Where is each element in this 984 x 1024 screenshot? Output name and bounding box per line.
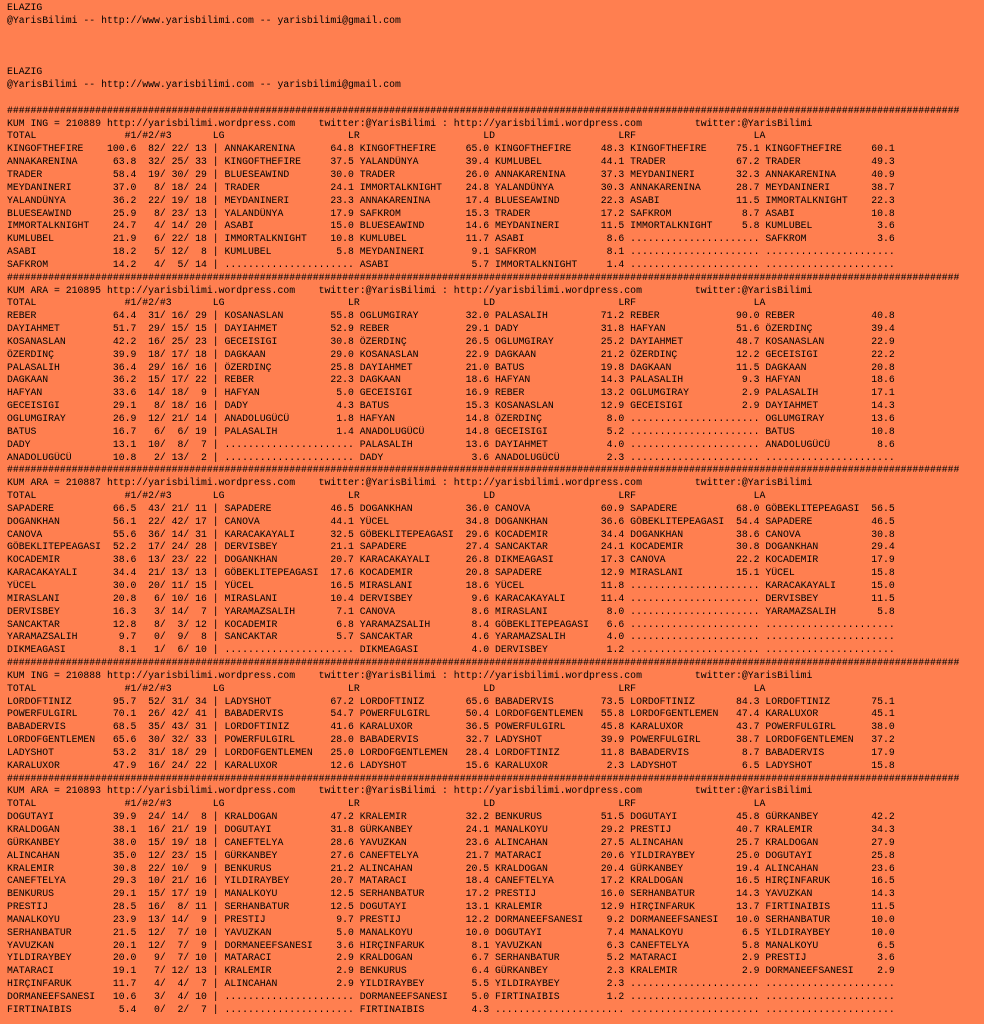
text-line: @YarisBilimi -- http://www.yarisbilimi.com -- yarisbilimi@gmail.com xyxy=(7,79,401,91)
text-line: HAFYAN 33.6 14/ 18/ 9 | HAFYAN 5.0 GECEISIGI 16.9 REBER 13.2 OGLUMGIRAY 2.9 PALASALIH 17.1 xyxy=(7,387,895,399)
text-line: CANOVA 55.6 36/ 14/ 31 | KARACAKAYALI 32.5 GÖBEKLITEPEAGASI 29.6 KOCADEMIR 34.4 DOGANKHAN 38.6 CANOVA 30.8 xyxy=(7,528,895,540)
text-line: KOSANASLAN 42.2 16/ 25/ 23 | GECEISIGI 30.8 ÖZERDINÇ 26.5 OGLUMGIRAY 25.2 DAYIAHMET 48.7 KOSANASLAN 22.9 xyxy=(7,335,895,347)
text-line: POWERFULGIRL 70.1 26/ 42/ 41 | BABADERVIS 54.7 POWERFULGIRL 50.4 LORDOFGENTLEMEN 55.8 LORDOFGENTLEMEN 47.4 KARALUXOR 45.1 xyxy=(7,708,895,720)
text-line: KRALEMIR 30.8 22/ 10/ 9 | BENKURUS 21.2 ALINCAHAN 20.5 KRALDOGAN 20.4 GÜRKANBEY 19.4 ALINCAHAN 23.6 xyxy=(7,862,895,874)
text-line: LORDOFTINIZ 95.7 52/ 31/ 34 | LADYSHOT 67.2 LORDOFTINIZ 65.6 BABADERVIS 73.5 LORDOFTINIZ 84.3 LORDOFTINIZ 75.1 xyxy=(7,695,895,707)
text-line: KUM ARA = 210893 http://yarisbilimi.wordpress.com twitter:@YarisBilimi : http://yarisbilimi.wordpress.com twitter:@YarisBilimi xyxy=(7,785,813,797)
text-line: LORDOFGENTLEMEN 65.6 30/ 32/ 33 | POWERFULGIRL 28.0 BABADERVIS 32.7 LADYSHOT 39.9 POWERFULGIRL 38.7 LORDOFGENTLEMEN 37.2 xyxy=(7,734,895,746)
text-line: TOTAL #1/#2/#3 LG LR LD LRF LA xyxy=(7,490,766,502)
text-line: YÜCEL 30.0 20/ 11/ 15 | YÜCEL 16.5 MIRASLANI 18.6 YÜCEL 11.8 ...................... KARACAKAYALI 15.0 xyxy=(7,579,895,591)
text-line: HIRÇINFARUK 11.7 4/ 4/ 7 | ALINCAHAN 2.9 YILDIRAYBEY 5.5 YILDIRAYBEY 2.3 ...................... ...................... xyxy=(7,978,895,990)
text-line: ÖZERDINÇ 39.9 18/ 17/ 18 | DAGKAAN 29.0 KOSANASLAN 22.9 DAGKAAN 21.2 ÖZERDINÇ 12.2 GECEISIGI 22.2 xyxy=(7,348,895,360)
text-line: GECEISIGI 29.1 8/ 18/ 16 | DADY 4.3 BATUS 15.3 KOSANASLAN 12.9 GECEISIGI 2.9 DAYIAHMET 14.3 xyxy=(7,400,895,412)
text-line: ANNAKARENINA 63.8 32/ 25/ 33 | KINGOFTHEFIRE 37.5 YALANDÜNYA 39.4 KUMLUBEL 44.1 TRADER 67.2 TRADER 49.3 xyxy=(7,156,895,168)
text-line: KUM ARA = 210887 http://yarisbilimi.wordpress.com twitter:@YarisBilimi : http://yarisbilimi.wordpress.com twitter:@YarisBilimi xyxy=(7,477,813,489)
text-line: KUM ING = 210889 http://yarisbilimi.wordpress.com twitter:@YarisBilimi : http://yarisbilimi.wordpress.com twitter:@YarisBilimi xyxy=(7,117,813,129)
text-line: PALASALIH 36.4 29/ 16/ 16 | ÖZERDINÇ 25.8 DAYIAHMET 21.0 BATUS 19.8 DAGKAAN 11.5 DAGKAAN 20.8 xyxy=(7,361,895,373)
text-line: ################################################################################################################################################################## xyxy=(7,772,960,784)
text-line: PRESTIJ 28.5 16/ 8/ 11 | SERHANBATUR 12.5 DOGUTAYI 13.1 KRALEMIR 12.9 HIRÇINFARUK 13.7 FIRTINAIBIS 11.5 xyxy=(7,901,895,913)
text-line: ELAZIG xyxy=(7,66,43,78)
text-line: KUMLUBEL 21.9 6/ 22/ 18 | IMMORTALKNIGHT 10.8 KUMLUBEL 11.7 ASABI 8.6 ...................... SAFKROM 3.6 xyxy=(7,233,895,245)
text-line: OGLUMGIRAY 26.9 12/ 21/ 14 | ANADOLUGÜCÜ 1.8 HAFYAN 14.8 ÖZERDINÇ 8.0 ...................... OGLUMGIRAY 13.6 xyxy=(7,413,895,424)
text-line xyxy=(7,28,959,41)
text-line: DERVISBEY 16.3 3/ 14/ 7 | YARAMAZSALIH 7.1 CANOVA 8.6 MIRASLANI 8.0 ...................... YARAMAZSALIH 5.8 xyxy=(7,605,895,617)
text-line: YARAMAZSALIH 9.7 0/ 9/ 8 | SANCAKTAR 5.7 SANCAKTAR 4.6 YARAMAZSALIH 4.0 ...................... ...................... xyxy=(7,631,895,643)
text-line: BATUS 16.7 6/ 6/ 19 | PALASALIH 1.4 ANADOLUGÜCÜ 14.8 GECEISIGI 5.2 ...................... BATUS 10.8 xyxy=(7,425,895,437)
race-report-text xyxy=(7,2,959,1017)
text-line: IMMORTALKNIGHT 24.7 4/ 14/ 20 | ASABI 15.0 BLUESEAWIND 14.6 MEYDANINERI 11.5 IMMORTALKNIGHT 5.8 KUMLUBEL 3.6 xyxy=(7,220,895,232)
text-line: DIKMEAGASI 8.1 1/ 6/ 10 | ...................... DIKMEAGASI 4.0 DERVISBEY 1.2 ...................... ...................... xyxy=(7,644,895,656)
text-line: GÜRKANBEY 38.0 15/ 19/ 18 | CANEFTELYA 28.6 YAVUZKAN 23.6 ALINCAHAN 27.5 ALINCAHAN 25.7 KRALDOGAN 27.9 xyxy=(7,836,895,848)
text-line: TOTAL #1/#2/#3 LG LR LD LRF LA xyxy=(7,682,766,694)
text-line: DADY 13.1 10/ 8/ 7 | ...................... PALASALIH 13.6 DAYIAHMET 4.0 ...................... ANADOLUGÜCÜ 8.6 xyxy=(7,438,895,450)
text-line: TOTAL #1/#2/#3 LG LR LD LRF LA xyxy=(7,297,766,309)
text-line: DAYIAHMET 51.7 29/ 15/ 15 | DAYIAHMET 52.9 REBER 29.1 DADY 31.8 HAFYAN 51.6 ÖZERDINÇ 39.4 xyxy=(7,323,895,335)
text-line: YALANDÜNYA 36.2 22/ 19/ 18 | MEYDANINERI 23.3 ANNAKARENINA 17.4 BLUESEAWIND 22.3 ASABI 11.5 IMMORTALKNIGHT 22.3 xyxy=(7,194,895,206)
text-line: MANALKOYU 23.9 13/ 14/ 9 | PRESTIJ 9.7 PRESTIJ 12.2 DORMANEEFSANESI 9.2 DORMANEEFSANESI 10.0 SERHANBATUR 10.0 xyxy=(7,913,895,925)
text-line: BENKURUS 29.1 15/ 17/ 19 | MANALKOYU 12.5 SERHANBATUR 17.2 PRESTIJ 16.0 SERHANBATUR 14.3 YAVUZKAN 14.3 xyxy=(7,888,895,900)
text-line: SANCAKTAR 12.8 8/ 3/ 12 | KOCADEMIR 6.8 YARAMAZSALIH 8.4 GÖBEKLITEPEAGASI 6.6 ...................... ...................... xyxy=(7,618,895,630)
text-line: TOTAL #1/#2/#3 LG LR LD LRF LA xyxy=(7,130,766,142)
text-line: ################################################################################################################################################################## xyxy=(7,271,960,283)
text-line: @YarisBilimi -- http://www.yarisbilimi.com -- yarisbilimi@gmail.com xyxy=(7,14,401,26)
text-line: REBER 64.4 31/ 16/ 29 | KOSANASLAN 55.8 OGLUMGIRAY 32.0 PALASALIH 71.2 REBER 90.0 REBER 40.8 xyxy=(7,310,895,322)
text-line: MATARACI 19.1 7/ 12/ 13 | KRALEMIR 2.9 BENKURUS 6.4 GÜRKANBEY 2.3 KRALEMIR 2.9 DORMANEEFSANESI 2.9 xyxy=(7,965,895,977)
text-line xyxy=(7,41,959,54)
text-line: GÖBEKLITEPEAGASI 52.2 17/ 24/ 28 | DERVISBEY 21.1 SAPADERE 27.4 SANCAKTAR 24.1 KOCADEMIR 30.8 DOGANKHAN 29.4 xyxy=(7,541,895,553)
text-line: KUM ARA = 210895 http://yarisbilimi.wordpress.com twitter:@YarisBilimi : http://yarisbilimi.wordpress.com twitter:@YarisBilimi xyxy=(7,284,813,296)
text-line: FIRTINAIBIS 5.4 0/ 2/ 7 | ...................... FIRTINAIBIS 4.3 ...................... ...................... ...................... xyxy=(7,1003,895,1015)
text-line: ANADOLUGÜCÜ 10.8 2/ 13/ 2 | ...................... DADY 3.6 ANADOLUGÜCÜ 2.3 ...................... ...................... xyxy=(7,451,895,463)
text-line: DORMANEEFSANESI 10.6 3/ 4/ 10 | ...................... DORMANEEFSANESI 5.0 FIRTINAIBIS 1.2 ...................... ...................... xyxy=(7,990,895,1002)
text-line: KOCADEMIR 38.6 13/ 23/ 22 | DOGANKHAN 20.7 KARACAKAYALI 26.8 DIKMEAGASI 17.3 CANOVA 22.2 KOCADEMIR 17.9 xyxy=(7,554,895,566)
text-line xyxy=(7,92,959,105)
text-line: LADYSHOT 53.2 31/ 18/ 29 | LORDOFGENTLEMEN 25.0 LORDOFGENTLEMEN 28.4 LORDOFTINIZ 11.8 BABADERVIS 8.7 BABADERVIS 17.9 xyxy=(7,746,895,758)
text-line: KARACAKAYALI 34.4 21/ 13/ 13 | GÖBEKLITEPEAGASI 17.6 KOCADEMIR 20.8 SAPADERE 12.9 MIRASLANI 15.1 YÜCEL 15.8 xyxy=(7,567,895,579)
text-line: SERHANBATUR 21.5 12/ 7/ 10 | YAVUZKAN 5.0 MANALKOYU 10.0 DOGUTAYI 7.4 MANALKOYU 6.5 YILDIRAYBEY 10.0 xyxy=(7,926,895,938)
text-line: KINGOFTHEFIRE 100.6 82/ 22/ 13 | ANNAKARENINA 64.8 KINGOFTHEFIRE 65.0 KINGOFTHEFIRE 48.3 KINGOFTHEFIRE 75.1 KINGOFTHEFIRE 60.1 xyxy=(7,143,895,155)
text-line: ################################################################################################################################################################## xyxy=(7,657,960,669)
text-line: ELAZIG xyxy=(7,2,43,13)
text-line: BABADERVIS 68.5 35/ 43/ 31 | LORDOFTINIZ 41.6 KARALUXOR 36.5 POWERFULGIRL 45.8 KARALUXOR 43.7 POWERFULGIRL 38.0 xyxy=(7,721,895,733)
text-line: DOGANKHAN 56.1 22/ 42/ 17 | CANOVA 44.1 YÜCEL 34.8 DOGANKHAN 36.6 GÖBEKLITEPEAGASI 54.4 SAPADERE 46.5 xyxy=(7,515,895,527)
text-line: SAPADERE 66.5 43/ 21/ 11 | SAPADERE 46.5 DOGANKHAN 36.0 CANOVA 60.9 SAPADERE 68.0 GÖBEKLITEPEAGASI 56.5 xyxy=(7,502,895,514)
text-line: KARALUXOR 47.9 16/ 24/ 22 | KARALUXOR 12.6 LADYSHOT 15.6 KARALUXOR 2.3 LADYSHOT 6.5 LADYSHOT 15.8 xyxy=(7,759,895,771)
text-line: YILDIRAYBEY 20.0 9/ 7/ 10 | MATARACI 2.9 KRALDOGAN 6.7 SERHANBATUR 5.2 MATARACI 2.9 PRESTIJ 3.6 xyxy=(7,952,895,964)
text-line: TOTAL #1/#2/#3 LG LR LD LRF LA xyxy=(7,798,766,810)
text-line: DAGKAAN 36.2 15/ 17/ 22 | REBER 22.3 DAGKAAN 18.6 HAFYAN 14.3 PALASALIH 9.3 HAFYAN 18.6 xyxy=(7,374,895,386)
text-line: KRALDOGAN 38.1 16/ 21/ 19 | DOGUTAYI 31.8 GÜRKANBEY 24.1 MANALKOYU 29.2 PRESTIJ 40.7 KRALEMIR 34.3 xyxy=(7,824,895,835)
text-line: MIRASLANI 20.8 6/ 10/ 16 | MIRASLANI 10.4 DERVISBEY 9.6 KARACAKAYALI 11.4 ...................... DERVISBEY 11.5 xyxy=(7,592,895,604)
text-line: ALINCAHAN 35.0 12/ 23/ 15 | GÜRKANBEY 27.6 CANEFTELYA 21.7 MATARACI 20.6 YILDIRAYBEY 25.0 DOGUTAYI 25.8 xyxy=(7,849,895,861)
text-line: MEYDANINERI 37.0 8/ 18/ 24 | TRADER 24.1 IMMORTALKNIGHT 24.8 YALANDÜNYA 30.3 ANNAKARENINA 28.7 MEYDANINERI 38.7 xyxy=(7,181,895,193)
text-line: KUM ING = 210888 http://yarisbilimi.wordpress.com twitter:@YarisBilimi : http://yarisbilimi.wordpress.com twitter:@YarisBilimi xyxy=(7,669,813,681)
text-line: BLUESEAWIND 25.9 8/ 23/ 13 | YALANDÜNYA 17.9 SAFKROM 15.3 TRADER 17.2 SAFKROM 8.7 ASABI 10.8 xyxy=(7,207,895,219)
text-line: ################################################################################################################################################################## xyxy=(7,104,960,116)
text-line: ################################################################################################################################################################## xyxy=(7,464,960,476)
text-line xyxy=(7,53,959,66)
text-line: DOGUTAYI 39.9 24/ 14/ 8 | KRALDOGAN 47.2 KRALEMIR 32.2 BENKURUS 51.5 DOGUTAYI 45.8 GÜRKANBEY 42.2 xyxy=(7,811,895,823)
text-line: YAVUZKAN 20.1 12/ 7/ 9 | DORMANEEFSANESI 3.6 HIRÇINFARUK 8.1 YAVUZKAN 6.3 CANEFTELYA 5.8 MANALKOYU 6.5 xyxy=(7,939,895,951)
text-line: ASABI 18.2 5/ 12/ 8 | KUMLUBEL 5.8 MEYDANINERI 9.1 SAFKROM 8.1 ...................... ...................... xyxy=(7,246,895,258)
text-line: CANEFTELYA 29.3 10/ 21/ 16 | YILDIRAYBEY 20.7 MATARACI 18.4 CANEFTELYA 17.2 KRALDOGAN 16.5 HIRÇINFARUK 16.5 xyxy=(7,875,895,887)
text-line: TRADER 58.4 19/ 30/ 29 | BLUESEAWIND 30.0 TRADER 26.0 ANNAKARENINA 37.3 MEYDANINERI 32.3 ANNAKARENINA 40.9 xyxy=(7,168,895,180)
text-line: SAFKROM 14.2 4/ 5/ 14 | ...................... ASABI 5.7 IMMORTALKNIGHT 1.4 ...................... ...................... xyxy=(7,258,895,270)
